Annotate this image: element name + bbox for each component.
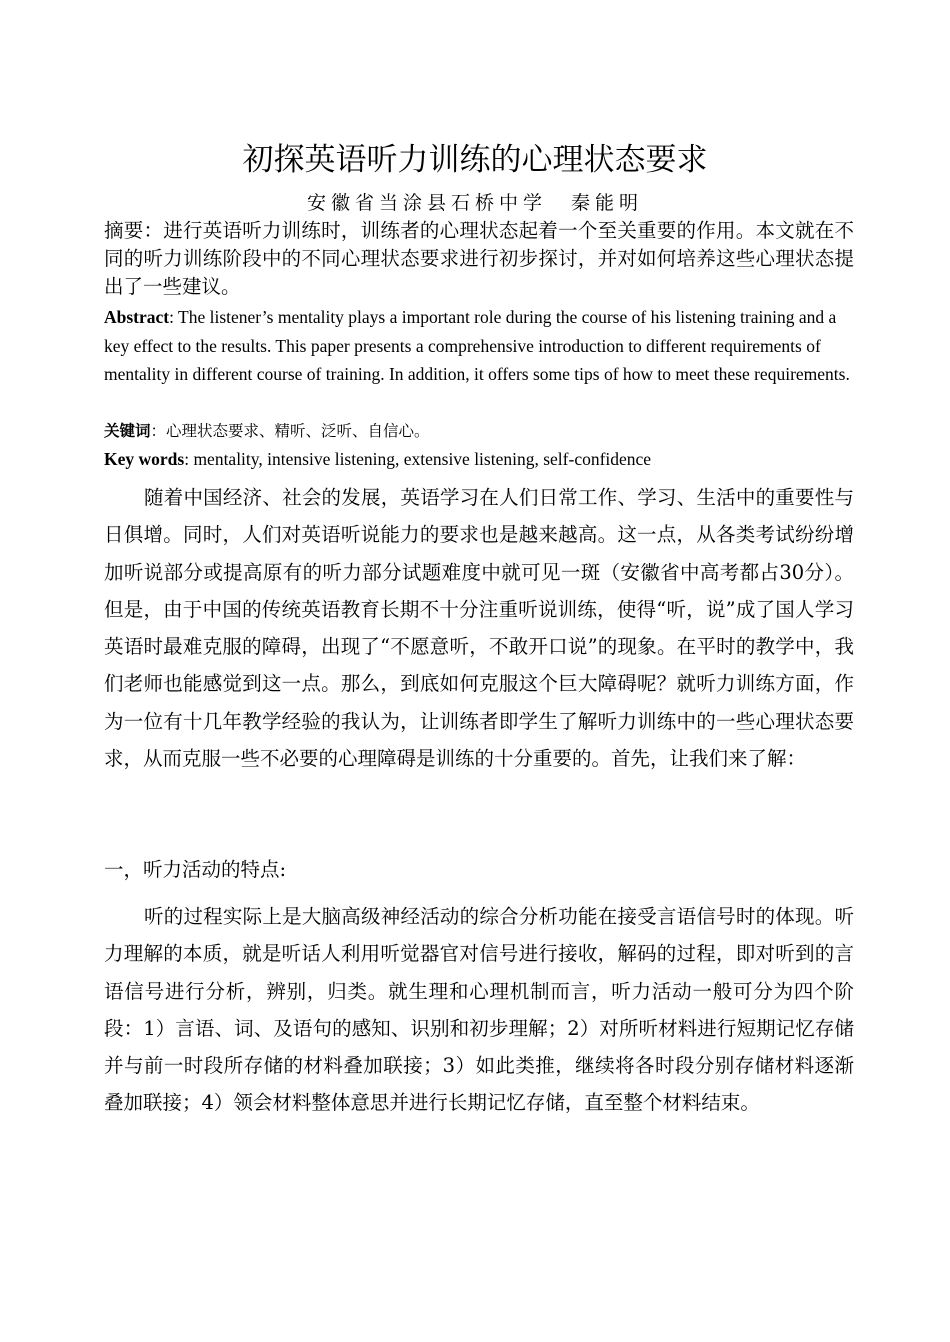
abstract-english [104, 303, 854, 389]
body-paragraph-1: 随着中国经济、社会的发展，英语学习在人们日常工作、学习、生活中的重要性与日俱增。同时，人们对英语听说能力的要求也是越来越高。这一点，从各类考试纷纷增加听说部分或提高原有的听力部分试题难度中就可见一斑（安徽省中高考都占30分）。但是，由于中国的传统英语教育长期不十分注重听说训练，使得“听，说”成了国人学习英语时最难克服的障碍，出现了“不愿意听，不敢开口说”的现象。在平时的教学中，我们老师也能感觉到这一点。那么，到底如何克服这个巨大障碍呢？就听力训练方面，作为一位有十几年教学经验的我认为，让训练者即学生了解听力训练中的一些心理状态要求，从而克服一些不必要的心理障碍是训练的十分重要的。首先，让我们来了解： [104, 486, 854, 771]
section-heading-1: 一，听力活动的特点: [104, 858, 287, 881]
abstract-english-text: : The listener’s mentality plays a important role during the course of his listening training and a key effect to the results. This paper presents a comprehensive introduction to different requirements of mentality in different course of training. In addition, it offers some tips of how to meet these requirements. [104, 307, 850, 384]
keywords-english [104, 445, 854, 473]
keywords-chinese-label: 关键词 [104, 422, 151, 440]
abstract-chinese: 摘要：进行英语听力训练时，训练者的心理状态起着一个至关重要的作用。本文就在不同的听力训练阶段中的不同心理状态要求进行初步探讨，并对如何培养这些心理状态提出了一些建议。 [104, 219, 854, 298]
author-line: 安徽省当涂县石桥中学 秦能明 [306, 192, 643, 214]
keywords-chinese-text: ：心理状态要求、精听、泛听、自信心。 [150, 422, 430, 440]
abstract-english-label: Abstract [104, 307, 170, 327]
keywords-chinese [104, 417, 854, 445]
keywords-english-label: Key words [104, 449, 185, 469]
document-title: 初探英语听力训练的心理状态要求 [242, 142, 708, 178]
keywords-english-text: : mentality, intensive listening, extensive listening, self-confidence [184, 449, 652, 469]
body-paragraph-2: 听的过程实际上是大脑高级神经活动的综合分析功能在接受言语信号时的体现。听力理解的本质，就是听话人利用听觉器官对信号进行接收，解码的过程，即对听到的言语信号进行分析，辨别，归类。就生理和心理机制而言，听力活动一般可分为四个阶段：1）言语、词、及语句的感知、识别和初步理解；2）对所听材料进行短期记忆存储并与前一时段所存储的材料叠加联接；3）如此类推，继续将各时段分别存储材料逐渐叠加联接；4）领会材料整体意思并进行长期记忆存储，直至整个材料结束。 [104, 905, 854, 1115]
